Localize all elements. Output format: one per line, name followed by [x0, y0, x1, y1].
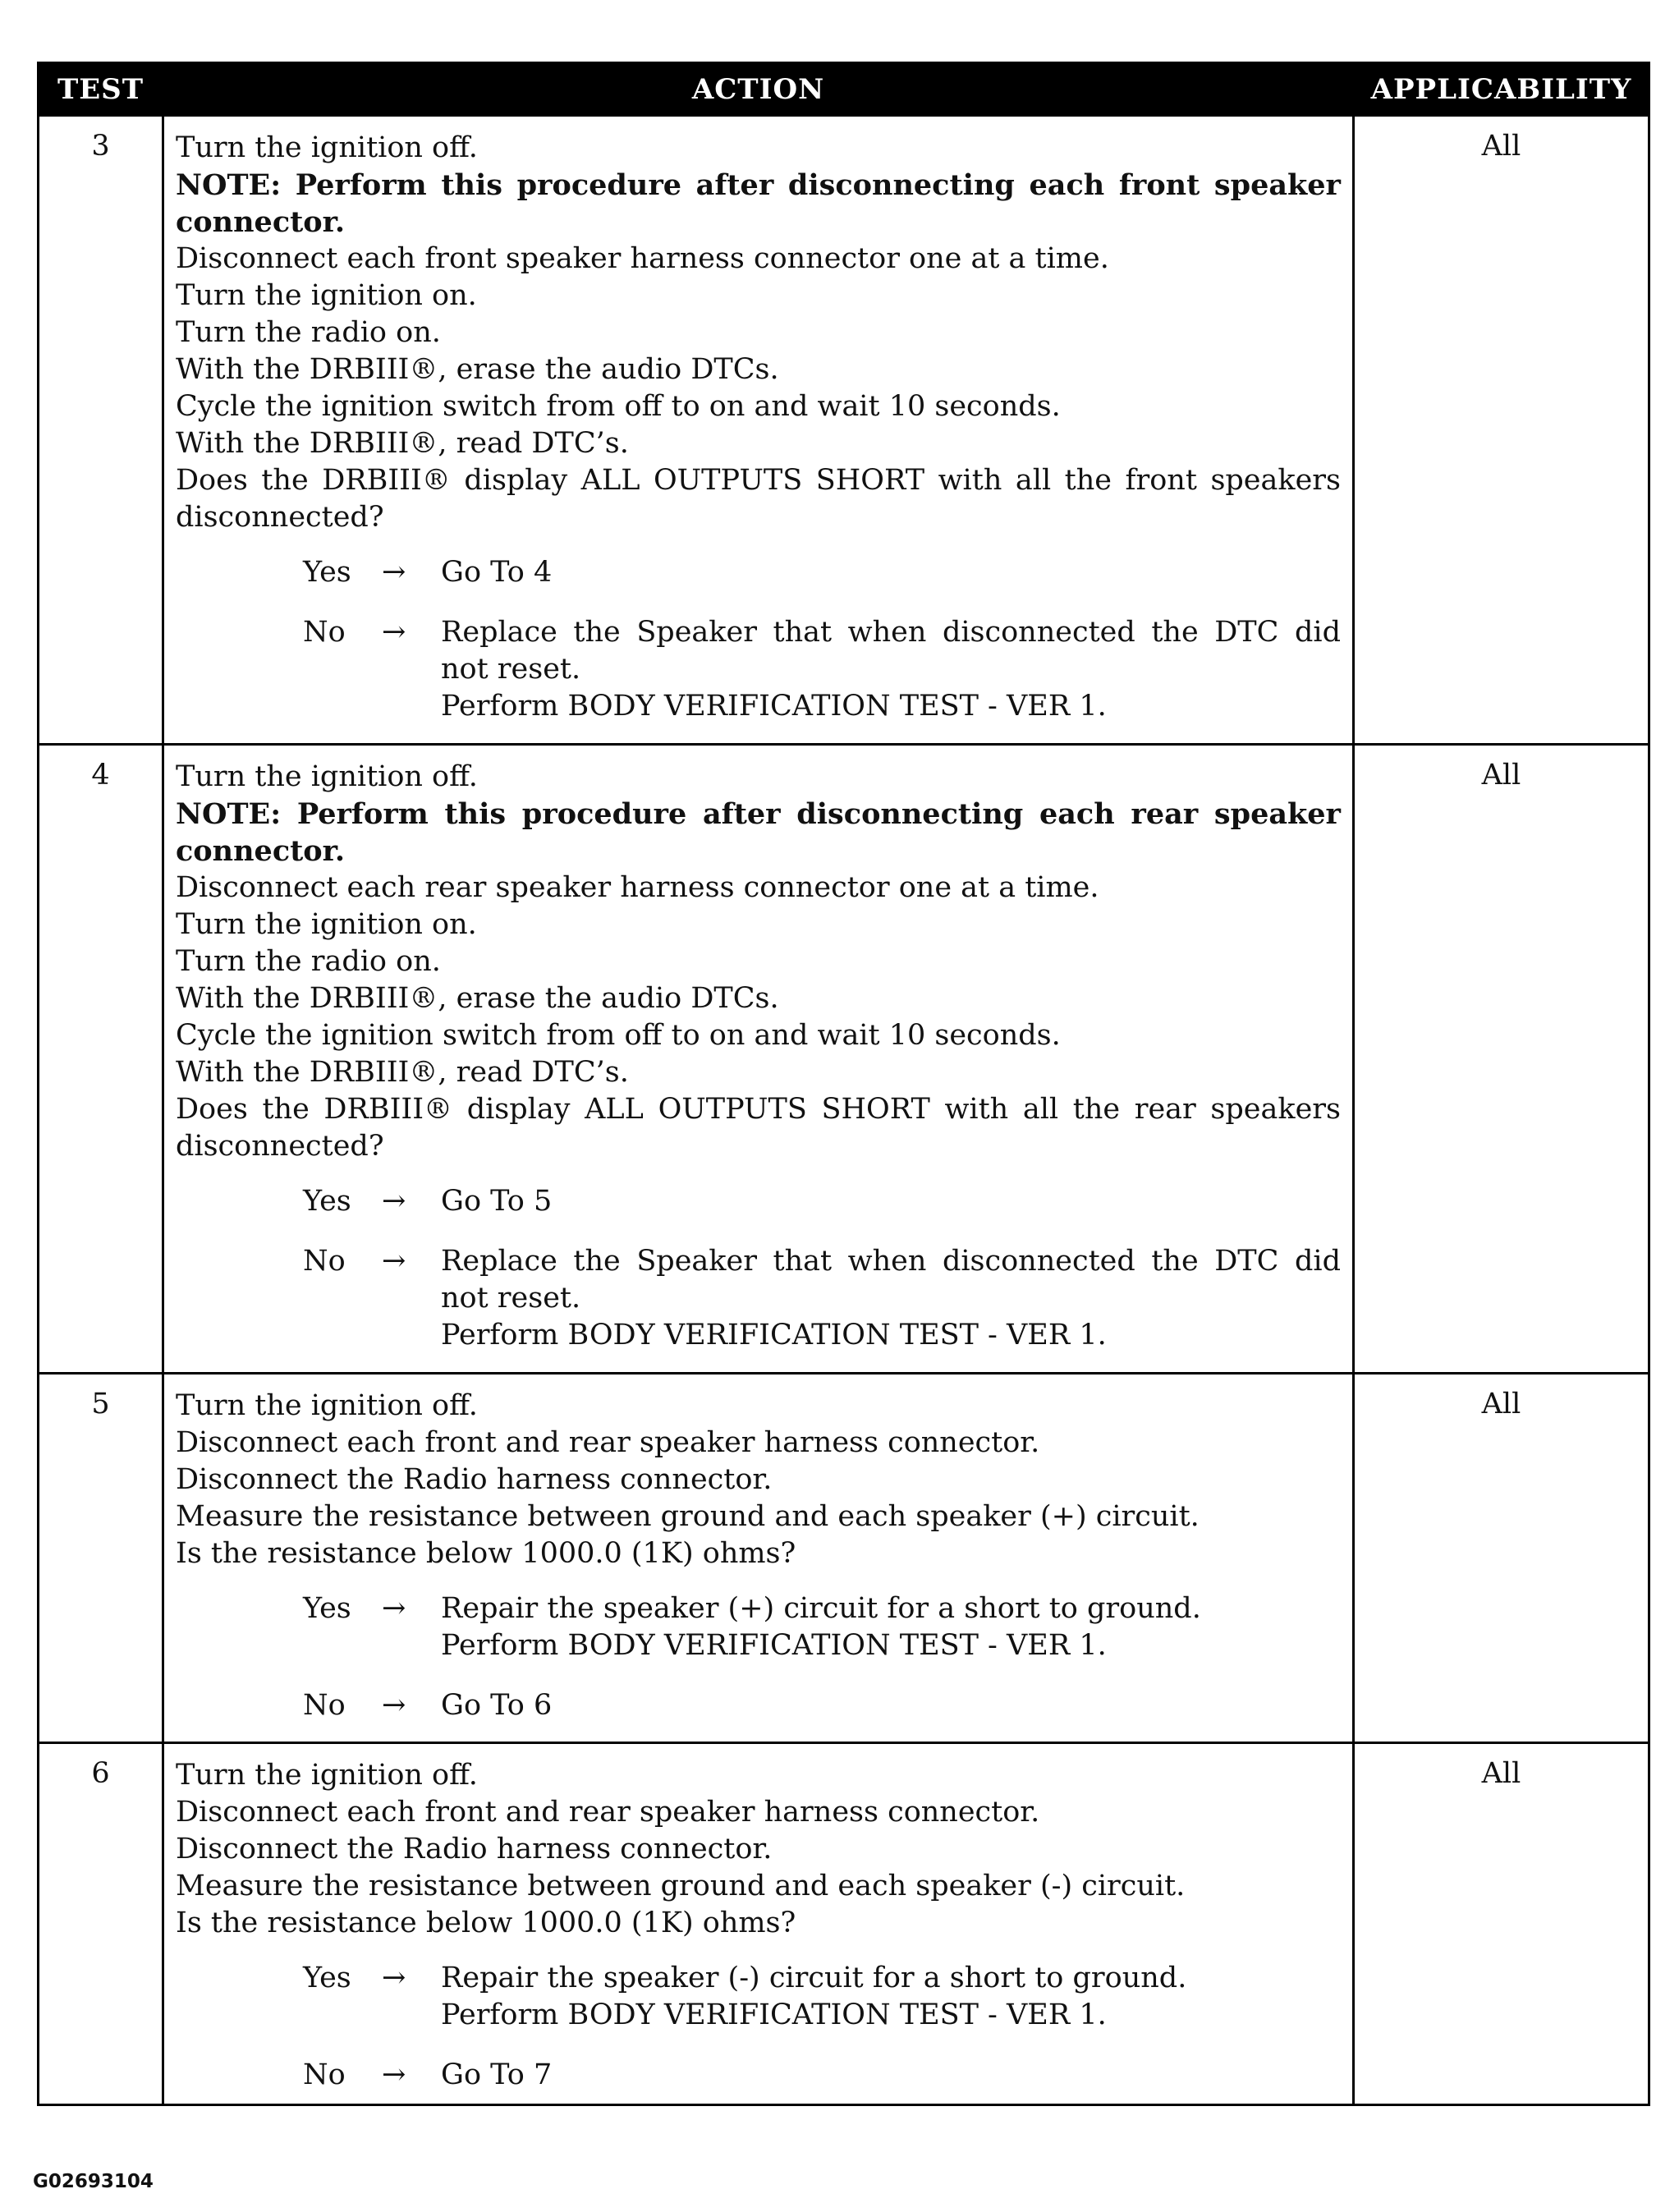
answer-line: Replace the Speaker that when disconnected the DTC did not reset.: [441, 1245, 1341, 1315]
answer-option: [176, 1590, 1341, 1664]
action-cell: [163, 745, 1354, 1374]
instruction-line: Measure the resistance between ground and each speaker (+) circuit.: [176, 1500, 1200, 1533]
answer-label: No: [303, 1245, 346, 1278]
answer-option: [176, 2057, 1341, 2094]
test-number: 4: [39, 745, 163, 1374]
answer-label: No: [303, 1689, 346, 1722]
answer-label: Yes: [303, 1962, 351, 1994]
answer-line: Perform BODY VERIFICATION TEST - VER 1.: [441, 1999, 1107, 2031]
instruction-line: Cycle the ignition switch from off to on and wait 10 seconds.: [176, 1019, 1061, 1052]
instruction-line: Turn the ignition off.: [176, 1759, 478, 1792]
answer-line: Perform BODY VERIFICATION TEST - VER 1.: [441, 690, 1107, 723]
answer-line: Go To 4: [441, 556, 553, 589]
table-row: [39, 116, 1649, 745]
arrow-right-icon: →: [382, 1245, 406, 1278]
applicability-cell: All: [1354, 1743, 1649, 2105]
action-cell: [163, 1374, 1354, 1743]
header-action: ACTION: [163, 63, 1354, 116]
answer-text: [441, 1687, 1341, 1724]
answer-line: Go To 7: [441, 2058, 553, 2091]
instruction-line: Cycle the ignition switch from off to on and wait 10 seconds.: [176, 390, 1061, 423]
test-procedure-table: [37, 62, 1650, 2106]
answer-text: [441, 614, 1341, 725]
arrow-right-icon: →: [382, 1185, 406, 1218]
instruction-line: With the DRBIII®, read DTC’s.: [176, 1056, 629, 1089]
figure-id: G02693104: [33, 2171, 154, 2192]
test-number: 3: [39, 116, 163, 745]
instruction-line: Disconnect each front and rear speaker harness connector.: [176, 1796, 1040, 1829]
header-test: TEST: [39, 63, 163, 116]
answer-label: Yes: [303, 1592, 351, 1625]
answer-option: [176, 1687, 1341, 1724]
action-cell: [163, 116, 1354, 745]
instruction-line: Turn the ignition off.: [176, 131, 478, 164]
table-row: [39, 1743, 1649, 2105]
answer-option: [176, 1960, 1341, 2034]
answer-line: Replace the Speaker that when disconnected the DTC did not reset.: [441, 616, 1341, 686]
instruction-line: Turn the ignition off.: [176, 760, 478, 793]
answer-text: [441, 1183, 1341, 1220]
answer-option: [176, 614, 1341, 725]
applicability-cell: All: [1354, 116, 1649, 745]
answer-option: [176, 554, 1341, 591]
instruction-line: Turn the radio on.: [176, 316, 441, 349]
answer-text: [441, 1243, 1341, 1354]
answer-text: [441, 1960, 1341, 2034]
answer-line: Go To 5: [441, 1185, 553, 1218]
arrow-right-icon: →: [382, 556, 406, 589]
instruction-line: Disconnect each front and rear speaker harness connector.: [176, 1426, 1040, 1459]
arrow-right-icon: →: [382, 1592, 406, 1625]
answer-label: No: [303, 2058, 346, 2091]
answer-line: Repair the speaker (-) circuit for a short to ground.: [441, 1962, 1187, 1994]
instruction-line: Is the resistance below 1000.0 (1K) ohms?: [176, 1907, 796, 1939]
instruction-line: Turn the radio on.: [176, 945, 441, 978]
instruction-line: With the DRBIII®, erase the audio DTCs.: [176, 353, 779, 386]
answer-line: Go To 6: [441, 1689, 553, 1722]
table-header-row: [39, 63, 1649, 116]
note-text: NOTE: Perform this procedure after disconnecting each rear speaker connector.: [176, 797, 1341, 868]
instruction-line: Does the DRBIII® display ALL OUTPUTS SHORT with all the rear speakers disconnected?: [176, 1093, 1341, 1163]
applicability-cell: All: [1354, 1374, 1649, 1743]
answer-text: [441, 554, 1341, 591]
answer-text: [441, 1590, 1341, 1664]
instruction-line: With the DRBIII®, erase the audio DTCs.: [176, 982, 779, 1015]
instruction-line: Disconnect each rear speaker harness connector one at a time.: [176, 871, 1099, 904]
table-row: [39, 745, 1649, 1374]
answer-option: [176, 1183, 1341, 1220]
arrow-right-icon: →: [382, 2058, 406, 2091]
answer-label: Yes: [303, 1185, 351, 1218]
answer-option: [176, 1243, 1341, 1354]
answer-label: Yes: [303, 556, 351, 589]
test-number: 5: [39, 1374, 163, 1743]
instruction-line: Disconnect each front speaker harness connector one at a time.: [176, 242, 1109, 275]
instruction-line: Measure the resistance between ground and each speaker (-) circuit.: [176, 1870, 1186, 1902]
table-body: [39, 116, 1649, 2105]
note-text: NOTE: Perform this procedure after disconnecting each front speaker connector.: [176, 168, 1341, 239]
answer-line: Repair the speaker (+) circuit for a short to ground.: [441, 1592, 1201, 1625]
header-applicability: APPLICABILITY: [1354, 63, 1649, 116]
instruction-line: Turn the ignition off.: [176, 1389, 478, 1422]
applicability-cell: All: [1354, 745, 1649, 1374]
instruction-line: Is the resistance below 1000.0 (1K) ohms?: [176, 1537, 796, 1570]
arrow-right-icon: →: [382, 1962, 406, 1994]
answer-text: [441, 2057, 1341, 2094]
answer-line: Perform BODY VERIFICATION TEST - VER 1.: [441, 1319, 1107, 1352]
answer-line: Perform BODY VERIFICATION TEST - VER 1.: [441, 1629, 1107, 1662]
answer-label: No: [303, 616, 346, 649]
instruction-line: With the DRBIII®, read DTC’s.: [176, 427, 629, 460]
test-number: 6: [39, 1743, 163, 2105]
table-row: [39, 1374, 1649, 1743]
action-cell: [163, 1743, 1354, 2105]
instruction-line: Disconnect the Radio harness connector.: [176, 1833, 773, 1866]
instruction-line: Disconnect the Radio harness connector.: [176, 1463, 773, 1496]
instruction-line: Turn the ignition on.: [176, 908, 477, 941]
instruction-line: Does the DRBIII® display ALL OUTPUTS SHORT with all the front speakers disconnected?: [176, 464, 1341, 534]
arrow-right-icon: →: [382, 1689, 406, 1722]
arrow-right-icon: →: [382, 616, 406, 649]
instruction-line: Turn the ignition on.: [176, 279, 477, 312]
